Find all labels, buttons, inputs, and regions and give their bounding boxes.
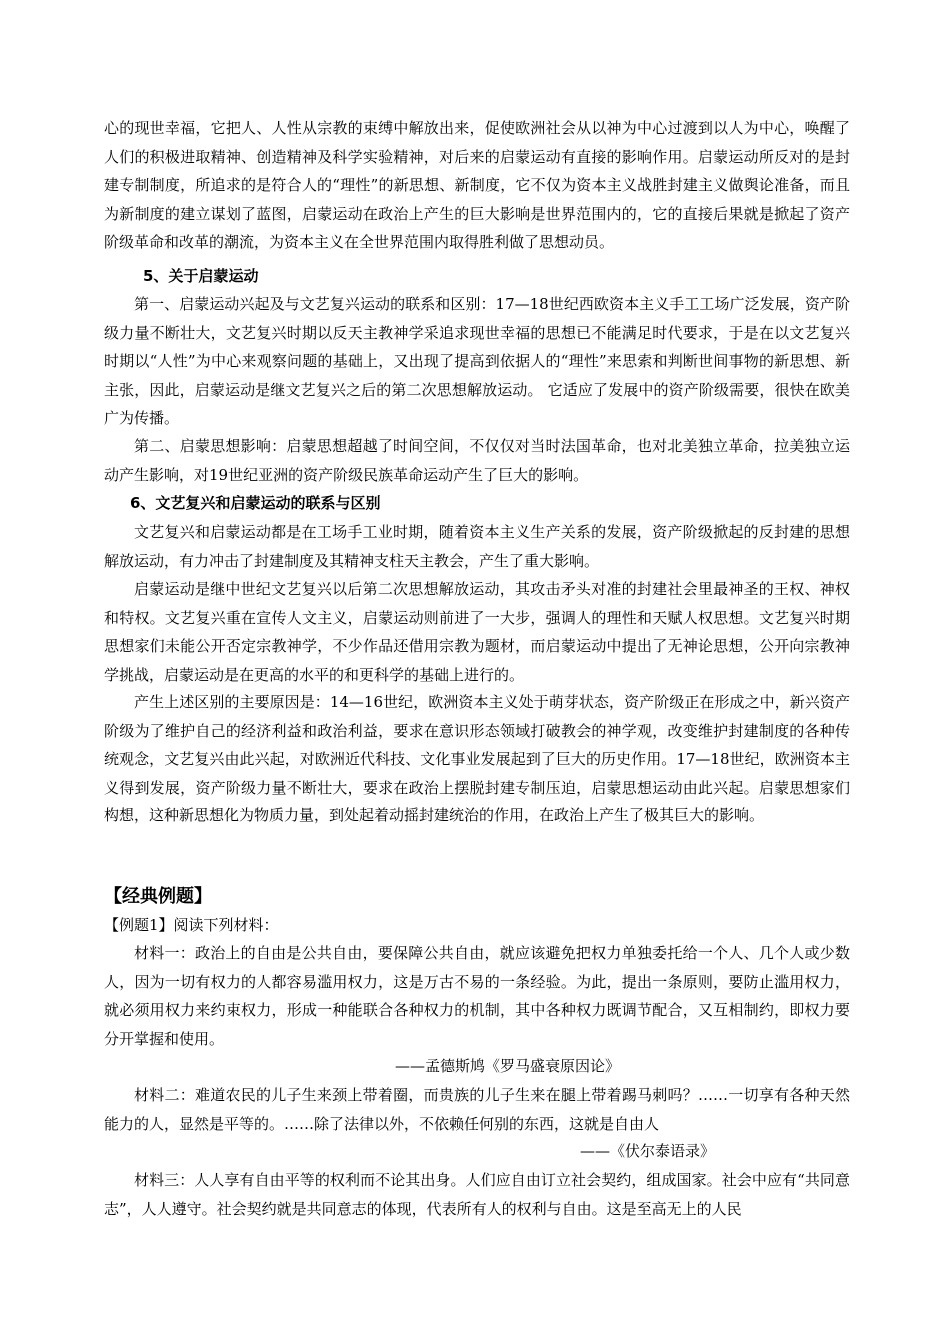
material-1-source: ——孟德斯鸠《罗马盛衰原因论》: [395, 1057, 621, 1075]
example-1-label: 【例题1】阅读下列材料：: [104, 916, 279, 934]
section-6-paragraph-3-continued: 构想，这种新思想化为物质力量，到处起着动摇封建统治的作用，在政治上产生了极其巨大的影响。: [104, 806, 765, 824]
section-6-paragraph-3: 产生上述区别的主要原因是：14—16世纪，欧洲资本主义处于萌芽状态，资产阶级正在形成之中，新兴资产阶级为了维护自己的经济利益和政治利益，要求在意识形态领域打破教会的神学观，改变维护封建制度的各种传统观念，文艺复兴由此兴起，对欧洲近代科技、文化事业发展起到了巨大的历史作用。17—18世纪，欧洲资本主义得到发展，资产阶级力量不断壮大，要求在政治上摆脱封建专制压迫，启蒙思想运动由此兴起。启蒙思想家们: [104, 693, 850, 797]
examples-heading: 【经典例题】: [104, 886, 212, 907]
section-6-paragraph-2: 启蒙运动是继中世纪文艺复兴以后第二次思想解放运动，其攻击矛头对准的封建社会里最神圣的王权、神权和特权。文艺复兴重在宣传人文主义，启蒙运动则前进了一大步，强调人的理性和天赋人权思想。文艺复兴时期思想家们未能公开否定宗教神学，不少作品还借用宗教为题材，而启蒙运动中提出了无神论思想，公开向宗教神学挑战，启蒙运动是在更高的水平的和更科学的基础上进行的。: [104, 580, 850, 684]
section-6-heading: 6、文艺复兴和启蒙运动的联系与区别: [130, 494, 381, 512]
section-5-heading: 5、关于启蒙运动: [143, 267, 259, 285]
material-2: 材料二：难道农民的儿子生来颈上带着圈，而贵族的儿子生来在腿上带着踢马刺吗？……一切享有各种天然能力的人，显然是平等的。……除了法律以外，不依赖任何别的东西，这就是自由人: [104, 1086, 850, 1133]
intro-paragraph: 心的现世幸福，它把人、人性从宗教的束缚中解放出来，促使欧洲社会从以神为中心过渡到以人为中心，唤醒了人们的积极进取精神、创造精神及科学实验精神，对后来的启蒙运动有直接的影响作用。启蒙运动所反对的是封建专制制度，所追求的是符合人的“理性”的新思想、新制度，它不仅为资本主义战胜封建主义做舆论准备，而且为新制度的建立谋划了蓝图，启蒙运动在政治上产生的巨大影响是世界范围内的，它的直接后果就是掀起了资产阶级革命和改革的潮流，为资本主义在全世界范围内取得胜利做了思想动员。: [104, 119, 850, 251]
material-3: 材料三：人人享有自由平等的权利而不论其出身。人们应自由订立社会契约，组成国家。社会中应有“共同意志”，人人遵守。社会契约就是共同意志的体现，代表所有人的权利与自由。这是至高无上的人民: [104, 1171, 850, 1218]
section-6-paragraph-1: 文艺复兴和启蒙运动都是在工场手工业时期，随着资本主义生产关系的发展，资产阶级掀起的反封建的思想解放运动，有力冲击了封建制度及其精神支柱天主教会，产生了重大影响。: [104, 523, 850, 570]
material-1: 材料一：政治上的自由是公共自由，要保障公共自由，就应该避免把权力单独委托给一个人、几个人或少数人，因为一切有权力的人都容易滥用权力，这是万古不易的一条经验。为此，提出一条原则，要防止滥用权力，就必须用权力来约束权力，形成一种能联合各种权力的机制，其中各种权力既调节配合，又互相制约，即权力要分开掌握和使用。: [104, 944, 850, 1048]
material-2-source: ——《伏尔泰语录》: [580, 1142, 716, 1160]
section-5-paragraph-2: 第二、启蒙思想影响：启蒙思想超越了时间空间，不仅仅对当时法国革命，也对北美独立革命，拉美独立运动产生影响，对19世纪亚洲的资产阶级民族革命运动产生了巨大的影响。: [104, 437, 850, 484]
section-5-paragraph-1: 第一、启蒙运动兴起及与文艺复兴运动的联系和区别：17—18世纪西欧资本主义手工工场广泛发展，资产阶级力量不断壮大，文艺复兴时期以反天主教神学采追求现世幸福的思想已不能满足时代要求，于是在以文艺复兴时期以“人性”为中心来观察问题的基础上，又出现了提高到依据人的“理性”来思索和判断世间事物的新思想、新主张，因此，启蒙运动是继文艺复兴之后的第二次思想解放运动。 它适应了发展中的资产阶级需要，很快在欧美广为传播。: [104, 295, 850, 427]
